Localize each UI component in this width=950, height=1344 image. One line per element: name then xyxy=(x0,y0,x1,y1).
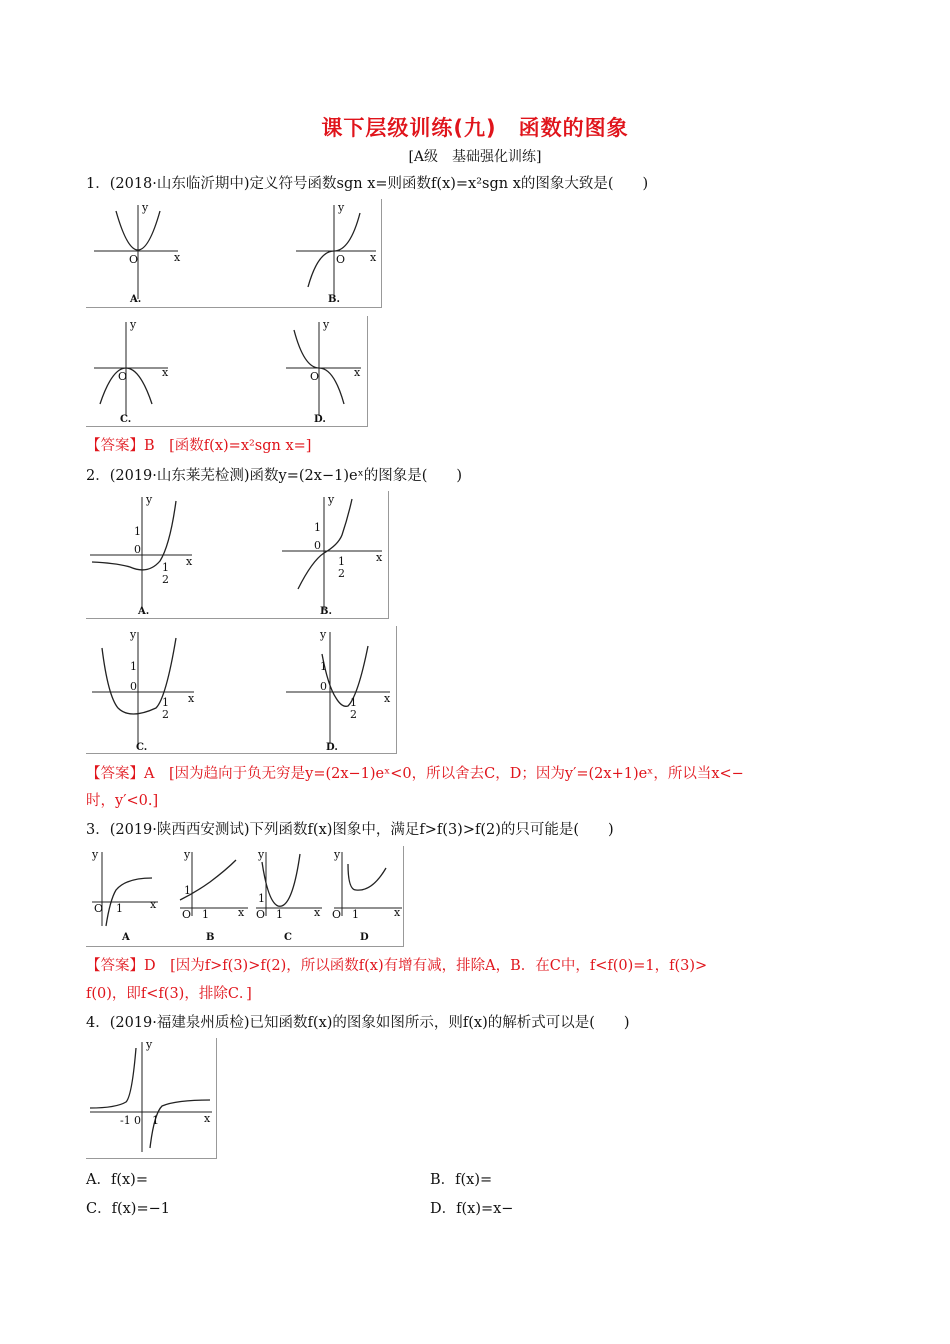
q3c-one-y: 1 xyxy=(258,892,265,905)
q2-figure-bottom xyxy=(86,626,397,754)
q4-one: 1 xyxy=(152,1114,159,1127)
q2a-x-label: x xyxy=(186,555,193,568)
q3b-y-label: y xyxy=(184,848,191,861)
q2c-half-num: 1 xyxy=(162,696,169,709)
q2a-y-label: y xyxy=(146,493,153,506)
q1-caption-c: C. xyxy=(120,414,132,425)
question-2-stem: 2．(2019·山东莱芜检测)函数y=(2x−1)eˣ的图象是( ) xyxy=(86,468,463,484)
q3b-one: 1 xyxy=(202,908,209,921)
page-title: 课下层级训练(九) 函数的图象 xyxy=(321,116,629,140)
q2a-half-den: 2 xyxy=(162,573,169,586)
q3d-x-label: x xyxy=(394,906,401,919)
q2b-half-den: 2 xyxy=(338,567,345,580)
q1-caption-b: B. xyxy=(328,294,340,305)
q1d-origin: O xyxy=(310,370,320,383)
q2b-x-label: x xyxy=(376,551,383,564)
q4-option-b: B．f(x)= xyxy=(430,1172,493,1188)
q2d-half-den: 2 xyxy=(350,708,357,721)
q3b-origin: O xyxy=(182,908,192,921)
q1-figure-top xyxy=(86,199,382,308)
q2c-y-label: y xyxy=(130,628,137,641)
q1b-x-label: x xyxy=(370,251,377,264)
q2-figure-top xyxy=(86,491,389,619)
q3-caption-c: C xyxy=(284,932,292,943)
q2b-y-label: y xyxy=(328,493,335,506)
q2a-one: 1 xyxy=(134,525,141,538)
q4-option-d: D．f(x)=x− xyxy=(430,1201,514,1217)
q3d-origin: O xyxy=(332,908,342,921)
q3b-x-label: x xyxy=(238,906,245,919)
q4-y-label: y xyxy=(146,1038,153,1051)
q2d-zero: 0 xyxy=(320,680,327,693)
q2-caption-c: C. xyxy=(136,742,148,753)
question-3-answer-line2: f(0)，即f<f(3)，排除C．] xyxy=(86,986,252,1002)
q1b-y-label: y xyxy=(338,201,345,214)
q3d-y-label: y xyxy=(334,848,341,861)
q3a-x-label: x xyxy=(150,898,157,911)
q2c-x-label: x xyxy=(188,692,195,705)
q1-figure-bottom xyxy=(86,316,368,427)
q4-zero: 0 xyxy=(134,1114,141,1127)
question-1-answer: 【答案】B [函数f(x)=x²sgn x=] xyxy=(86,438,312,454)
q2c-half-den: 2 xyxy=(162,708,169,721)
q3-caption-b: B xyxy=(206,932,215,943)
q1-caption-a: A. xyxy=(130,294,142,305)
q4-option-c: C．f(x)=−1 xyxy=(86,1201,170,1217)
q1a-origin: O xyxy=(129,253,139,266)
q2b-zero: 0 xyxy=(314,539,321,552)
q2d-one: 1 xyxy=(320,660,327,673)
q2d-half-num: 1 xyxy=(350,696,357,709)
q3-caption-d: D xyxy=(360,932,369,943)
q3c-y-label: y xyxy=(258,848,265,861)
q4-x-label: x xyxy=(204,1112,211,1125)
q1c-y-label: y xyxy=(130,318,137,331)
question-3-answer-line1: 【答案】D [因为f>f(3)>f(2)，所以函数f(x)有增有减，排除A，B．在C中，f<f(0)=1，f(3)> xyxy=(86,958,708,974)
q2a-zero: 0 xyxy=(134,543,141,556)
q2-caption-d: D. xyxy=(326,742,338,753)
q4-figure xyxy=(86,1038,217,1159)
q3d-one: 1 xyxy=(352,908,359,921)
q1a-x-label: x xyxy=(174,251,181,264)
q3c-origin: O xyxy=(256,908,266,921)
q2d-x-label: x xyxy=(384,692,391,705)
q3c-x-label: x xyxy=(314,906,321,919)
q3c-one: 1 xyxy=(276,908,283,921)
q2d-y-label: y xyxy=(320,628,327,641)
q3b-one-y: 1 xyxy=(184,884,191,897)
question-2-answer-line2: 时，y′<0.] xyxy=(86,793,159,809)
q1a-y-label: y xyxy=(142,201,149,214)
q3a-y-label: y xyxy=(92,848,99,861)
question-2-answer-line1: 【答案】A [因为趋向于负无穷是y=(2x−1)eˣ<0，所以舍去C，D；因为y′=(2x+1)eˣ，所以当x<− xyxy=(86,766,744,782)
q2-caption-b: B. xyxy=(320,606,332,617)
section-subtitle: [A级 基础强化训练] xyxy=(408,149,542,165)
q1d-y-label: y xyxy=(323,318,330,331)
q3a-origin: O xyxy=(94,902,104,915)
q1c-x-label: x xyxy=(162,366,169,379)
q4-option-a: A．f(x)= xyxy=(86,1172,148,1188)
q4-neg-one: -1 xyxy=(120,1114,131,1127)
q3-figure xyxy=(86,846,404,947)
q3a-one: 1 xyxy=(116,902,123,915)
q2b-one: 1 xyxy=(314,521,321,534)
question-4-stem: 4．(2019·福建泉州质检)已知函数f(x)的图象如图所示，则f(x)的解析式可以是( ) xyxy=(86,1015,630,1031)
q1-caption-d: D. xyxy=(314,414,326,425)
q3-caption-a: A xyxy=(122,932,130,943)
q2b-half-num: 1 xyxy=(338,555,345,568)
q2c-zero: 0 xyxy=(130,680,137,693)
q2a-half-num: 1 xyxy=(162,561,169,574)
q1b-origin: O xyxy=(336,253,346,266)
q2-caption-a: A. xyxy=(138,606,150,617)
question-3-stem: 3．(2019·陕西西安测试)下列函数f(x)图象中，满足f>f(3)>f(2)的只可能是( ) xyxy=(86,822,614,838)
q2c-one: 1 xyxy=(130,660,137,673)
q1c-origin: O xyxy=(118,370,128,383)
question-1-stem: 1．(2018·山东临沂期中)定义符号函数sgn x=则函数f(x)=x²sgn x的图象大致是( ) xyxy=(86,176,649,192)
q1d-x-label: x xyxy=(354,366,361,379)
